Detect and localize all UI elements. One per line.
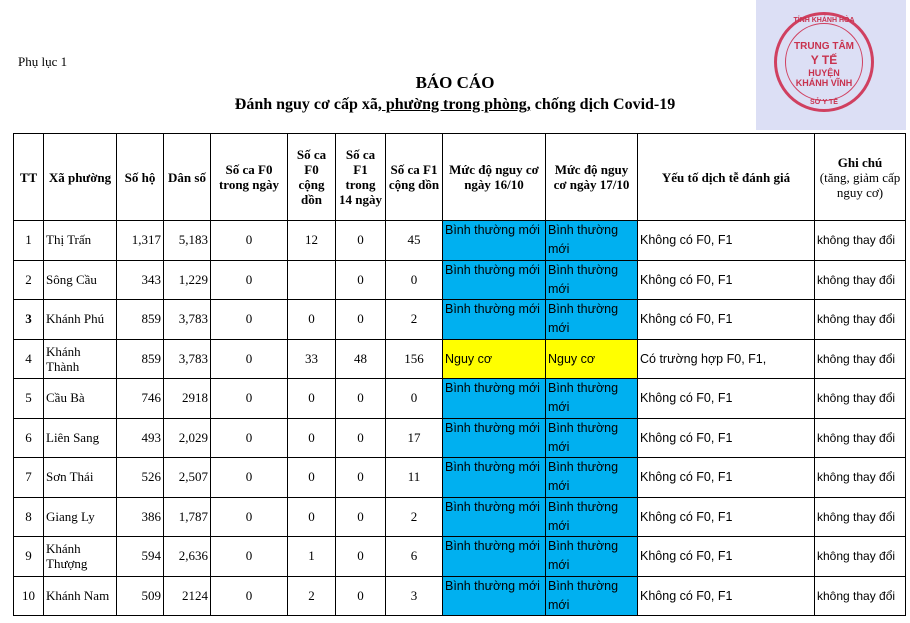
cell-factors: Không có F0, F1 — [638, 260, 815, 300]
cell-ward: Khánh Phú — [44, 300, 117, 340]
cell-note: không thay đổi — [815, 497, 906, 537]
cell-factors: Không có F0, F1 — [638, 576, 815, 616]
cell-f0-day: 0 — [211, 418, 288, 458]
cell-f1-14: 0 — [336, 458, 386, 498]
cell-tt: 10 — [14, 576, 44, 616]
cell-f0-day: 0 — [211, 458, 288, 498]
header-note-title: Ghi chú — [837, 154, 883, 170]
cell-factors: Không có F0, F1 — [638, 300, 815, 340]
cell-f1-total: 2 — [386, 300, 443, 340]
cell-tt: 6 — [14, 418, 44, 458]
cell-tt: 8 — [14, 497, 44, 537]
cell-factors: Không có F0, F1 — [638, 497, 815, 537]
cell-risk-1710: Bình thường mới — [546, 537, 638, 577]
cell-f1-14: 0 — [336, 221, 386, 261]
cell-f0-total: 0 — [288, 418, 336, 458]
cell-f0-day: 0 — [211, 497, 288, 537]
cell-f1-total: 45 — [386, 221, 443, 261]
cell-tt: 1 — [14, 221, 44, 261]
cell-factors: Có trường hợp F0, F1, — [638, 339, 815, 379]
cell-risk-1610: Bình thường mới — [443, 300, 546, 340]
cell-risk-1710: Nguy cơ — [546, 339, 638, 379]
cell-tt: 3 — [14, 300, 44, 340]
cell-factors: Không có F0, F1 — [638, 379, 815, 419]
table-row — [14, 300, 906, 340]
subtitle-suffix: chống dịch Covid-19 — [530, 96, 676, 113]
cell-ward: Khánh Thành — [44, 339, 117, 379]
cell-note: không thay đổi — [815, 300, 906, 340]
cell-risk-1610: Bình thường mới — [443, 537, 546, 577]
seal-rim-bottom: SỞ Y TẾ — [810, 99, 838, 106]
cell-f1-14: 0 — [336, 260, 386, 300]
cell-f1-14: 48 — [336, 339, 386, 379]
cell-risk-1710: Bình thường mới — [546, 576, 638, 616]
cell-f1-14: 0 — [336, 418, 386, 458]
cell-f0-total: 12 — [288, 221, 336, 261]
seal-line-4: KHÁNH VĨNH — [795, 78, 853, 88]
cell-households: 594 — [117, 537, 164, 577]
table-row — [14, 339, 906, 379]
cell-risk-1710: Bình thường mới — [546, 458, 638, 498]
cell-ward: Khánh Thượng — [44, 537, 117, 577]
cell-risk-1710: Bình thường mới — [546, 379, 638, 419]
stamp-area — [756, 0, 906, 130]
cell-f0-total: 1 — [288, 537, 336, 577]
cell-population: 2,507 — [164, 458, 211, 498]
cell-population: 2,029 — [164, 418, 211, 458]
cell-risk-1610: Bình thường mới — [443, 418, 546, 458]
cell-factors: Không có F0, F1 — [638, 458, 815, 498]
cell-f1-14: 0 — [336, 576, 386, 616]
cell-risk-1710: Bình thường mới — [546, 221, 638, 261]
cell-households: 509 — [117, 576, 164, 616]
cell-f1-total: 0 — [386, 379, 443, 419]
cell-note: không thay đổi — [815, 576, 906, 616]
cell-f1-14: 0 — [336, 300, 386, 340]
cell-note: không thay đổi — [815, 221, 906, 261]
seal-line-1: TRUNG TÂM — [794, 41, 854, 52]
cell-risk-1610: Bình thường mới — [443, 221, 546, 261]
seal-line-3: HUYỆN — [808, 68, 840, 78]
seal-line-2: Y TẾ — [810, 53, 838, 67]
cell-risk-1710: Bình thường mới — [546, 300, 638, 340]
header-households: Số hộ — [117, 134, 164, 221]
table-row — [14, 221, 906, 261]
table-body — [14, 221, 906, 616]
official-seal — [774, 12, 874, 112]
table-row — [14, 497, 906, 537]
table-row — [14, 576, 906, 616]
table-row — [14, 458, 906, 498]
cell-f0-day: 0 — [211, 379, 288, 419]
cell-factors: Không có F0, F1 — [638, 221, 815, 261]
cell-risk-1610: Bình thường mới — [443, 379, 546, 419]
cell-ward: Sơn Thái — [44, 458, 117, 498]
cell-tt: 4 — [14, 339, 44, 379]
cell-f0-day: 0 — [211, 300, 288, 340]
cell-population: 1,229 — [164, 260, 211, 300]
cell-f0-total: 0 — [288, 379, 336, 419]
cell-households: 859 — [117, 300, 164, 340]
cell-risk-1710: Bình thường mới — [546, 497, 638, 537]
subtitle-underlined: , phường trong phòng, — [377, 96, 531, 113]
cell-households: 746 — [117, 379, 164, 419]
cell-tt: 5 — [14, 379, 44, 419]
cell-tt: 2 — [14, 260, 44, 300]
cell-f1-total: 11 — [386, 458, 443, 498]
table-row — [14, 260, 906, 300]
cell-households: 386 — [117, 497, 164, 537]
cell-population: 2124 — [164, 576, 211, 616]
cell-f1-14: 0 — [336, 497, 386, 537]
header-population: Dân số — [164, 134, 211, 221]
cell-ward: Cầu Bà — [44, 379, 117, 419]
cell-tt: 9 — [14, 537, 44, 577]
cell-ward: Sông Cầu — [44, 260, 117, 300]
cell-households: 1,317 — [117, 221, 164, 261]
cell-ward: Giang Ly — [44, 497, 117, 537]
cell-f0-day: 0 — [211, 576, 288, 616]
header-risk-1610: Mức độ nguy cơ ngày 16/10 — [443, 134, 546, 221]
cell-f1-14: 0 — [336, 537, 386, 577]
header-f1-14: Số ca F1 trong 14 ngày — [336, 134, 386, 221]
cell-ward: Thị Trấn — [44, 221, 117, 261]
cell-f1-total: 17 — [386, 418, 443, 458]
cell-population: 2,636 — [164, 537, 211, 577]
cell-population: 1,787 — [164, 497, 211, 537]
report-title: BÁO CÁO — [415, 73, 495, 92]
header-risk-1710: Mức độ nguy cơ ngày 17/10 — [546, 134, 638, 221]
cell-population: 3,783 — [164, 300, 211, 340]
header-f0-total: Số ca F0 cộng dồn — [288, 134, 336, 221]
cell-households: 526 — [117, 458, 164, 498]
header-note-sub: (tăng, giảm cấp nguy cơ) — [819, 169, 901, 200]
cell-note: không thay đổi — [815, 458, 906, 498]
cell-note: không thay đổi — [815, 537, 906, 577]
cell-f0-day: 0 — [211, 339, 288, 379]
cell-risk-1710: Bình thường mới — [546, 260, 638, 300]
cell-f0-total: 2 — [288, 576, 336, 616]
cell-f0-total: 0 — [288, 497, 336, 537]
subtitle-prefix: Đánh nguy cơ cấp xã — [234, 96, 378, 113]
cell-households: 343 — [117, 260, 164, 300]
cell-risk-1610: Bình thường mới — [443, 458, 546, 498]
cell-f0-total: 0 — [288, 300, 336, 340]
cell-f1-total: 2 — [386, 497, 443, 537]
cell-f0-day: 0 — [211, 221, 288, 261]
cell-f1-total: 156 — [386, 339, 443, 379]
cell-f0-total — [288, 260, 336, 300]
cell-population: 2918 — [164, 379, 211, 419]
cell-f0-day: 0 — [211, 537, 288, 577]
header-ward: Xã phường — [44, 134, 117, 221]
table-row — [14, 418, 906, 458]
cell-households: 859 — [117, 339, 164, 379]
cell-f0-total: 0 — [288, 458, 336, 498]
table-row — [14, 537, 906, 577]
cell-population: 3,783 — [164, 339, 211, 379]
header-note — [815, 134, 906, 221]
cell-note: không thay đổi — [815, 260, 906, 300]
cell-note: không thay đổi — [815, 339, 906, 379]
cell-factors: Không có F0, F1 — [638, 418, 815, 458]
cell-tt: 7 — [14, 458, 44, 498]
cell-households: 493 — [117, 418, 164, 458]
appendix-label: Phụ lục 1 — [18, 54, 68, 69]
seal-rim-top: TỈNH KHÁNH HÒA — [793, 17, 855, 24]
table-row — [14, 379, 906, 419]
cell-population: 5,183 — [164, 221, 211, 261]
cell-risk-1610: Bình thường mới — [443, 576, 546, 616]
cell-risk-1610: Bình thường mới — [443, 260, 546, 300]
risk-table — [13, 133, 906, 616]
cell-f1-total: 6 — [386, 537, 443, 577]
header-f0-day: Số ca F0 trong ngày — [211, 134, 288, 221]
cell-risk-1710: Bình thường mới — [546, 418, 638, 458]
cell-f0-total: 33 — [288, 339, 336, 379]
header-factors: Yếu tố dịch tễ đánh giá — [638, 134, 815, 221]
cell-f1-14: 0 — [336, 379, 386, 419]
cell-note: không thay đổi — [815, 418, 906, 458]
cell-note: không thay đổi — [815, 379, 906, 419]
cell-ward: Khánh Nam — [44, 576, 117, 616]
header-row — [14, 134, 906, 221]
cell-f0-day: 0 — [211, 260, 288, 300]
cell-f1-total: 0 — [386, 260, 443, 300]
header-f1-total: Số ca F1 cộng dồn — [386, 134, 443, 221]
cell-risk-1610: Nguy cơ — [443, 339, 546, 379]
cell-ward: Liên Sang — [44, 418, 117, 458]
cell-f1-total: 3 — [386, 576, 443, 616]
header-tt: TT — [14, 134, 44, 221]
cell-risk-1610: Bình thường mới — [443, 497, 546, 537]
cell-factors: Không có F0, F1 — [638, 537, 815, 577]
